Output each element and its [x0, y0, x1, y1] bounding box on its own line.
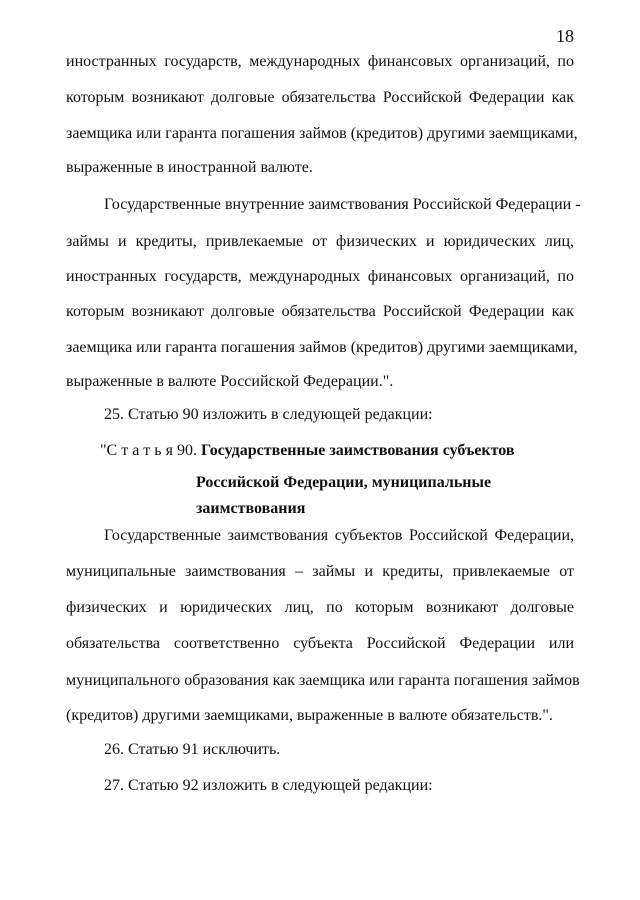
- text-line: заемщика или гаранта погашения займов (кредитов) другими заемщиками,: [66, 339, 578, 356]
- text-line: иностранных государств, международных финансовых организаций, по: [66, 53, 574, 70]
- item-25: 25. Статью 90 изложить в следующей редакции:: [104, 406, 433, 423]
- article-prefix: "С т а т ь я 90.: [100, 442, 197, 459]
- text-line: которым возникают долговые обязательства Российской Федерации как: [66, 303, 574, 320]
- text-line: (кредитов) другими заемщиками, выраженные в валюте обязательств.".: [66, 707, 553, 724]
- text-line: иностранных государств, международных финансовых организаций, по: [66, 268, 574, 285]
- article-title-line: Российской Федерации, муниципальные: [196, 474, 492, 491]
- text-line: физических и юридических лиц, по которым возникают долговые: [66, 599, 574, 616]
- paragraph-first-line: Государственные внутренние заимствования Российской Федерации -: [104, 196, 581, 213]
- text-line: займы и кредиты, привлекаемые от физических и юридических лиц,: [66, 233, 574, 250]
- text-line: выраженные в иностранной валюте.: [66, 159, 313, 176]
- item-26: 26. Статью 91 исключить.: [104, 741, 281, 758]
- text-line: муниципального образования как заемщика или гаранта погашения займов: [66, 672, 580, 689]
- text-line: выраженные в валюте Российской Федерации.".: [66, 373, 394, 390]
- text-line: обязательства соответственно субъекта Российской Федерации или: [66, 635, 574, 652]
- article-title-line: заимствования: [196, 500, 306, 517]
- text-line: которым возникают долговые обязательства Российской Федерации как: [66, 89, 574, 106]
- article-heading: [100, 442, 515, 460]
- text-line: заемщика или гаранта погашения займов (кредитов) другими заемщиками,: [66, 125, 578, 142]
- page-number: 18: [556, 26, 574, 46]
- text-line: муниципальные заимствования – займы и кредиты, привлекаемые от: [66, 563, 574, 580]
- article-title-line: Государственные заимствования субъектов: [200, 442, 515, 459]
- paragraph-first-line: Государственные заимствования субъектов Российской Федерации,: [104, 527, 574, 544]
- item-27: 27. Статью 92 изложить в следующей редакции:: [104, 777, 433, 794]
